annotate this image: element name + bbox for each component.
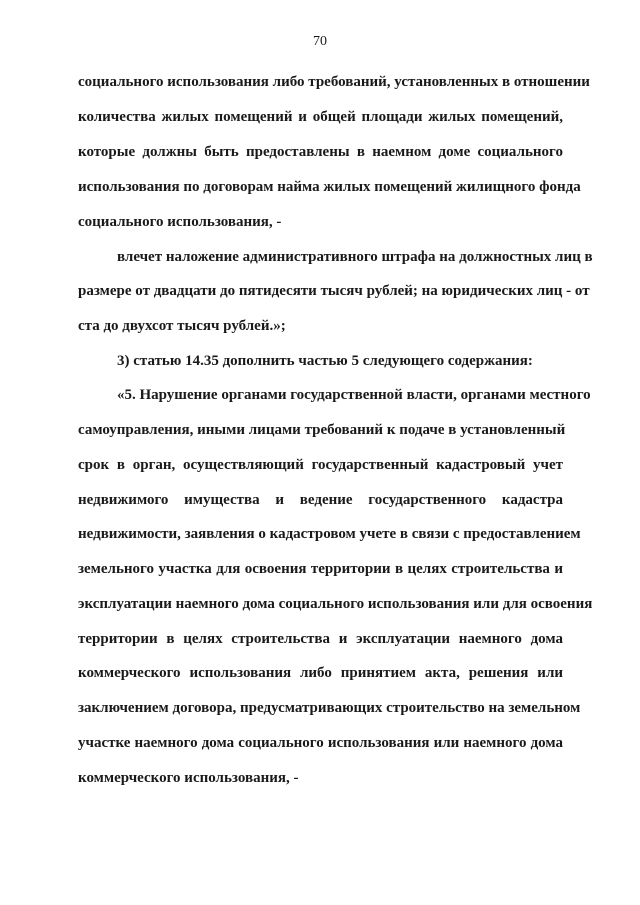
text-line: «5. Нарушение органами государственной власти, органами местного [117, 387, 591, 403]
text-line: 3) статью 14.35 дополнить частью 5 следующего содержания: [117, 353, 533, 369]
text-line: социального использования, - [78, 214, 282, 230]
text-line: самоуправления, иными лицами требований к подаче в установленный [78, 422, 566, 438]
text-line: использования по договорам найма жилых помещений жилищного фонда [78, 179, 581, 195]
text-line: территории в целях строительства и эксплуатации наемного дома [78, 631, 563, 647]
text-line: земельного участка для освоения территории в целях строительства и [78, 561, 563, 577]
text-line: ста до двухсот тысяч рублей.»; [78, 318, 286, 334]
text-line: которые должны быть предоставлены в наемном доме социального [78, 144, 563, 160]
text-line: заключением договора, предусматривающих строительство на земельном [78, 700, 581, 716]
text-line: коммерческого использования либо принятием акта, решения или [78, 665, 563, 681]
text-line: недвижимого имущества и ведение государственного кадастра [78, 492, 563, 508]
text-line: участке наемного дома социального использования или наемного дома [78, 735, 563, 751]
page-number: 70 [313, 34, 327, 49]
text-line: количества жилых помещений и общей площади жилых помещений, [78, 109, 563, 125]
text-line: размере от двадцати до пятидесяти тысяч рублей; на юридических лиц - от [78, 283, 590, 299]
text-line: влечет наложение административного штрафа на должностных лиц в [117, 249, 593, 265]
text-line: эксплуатации наемного дома социального использования или для освоения [78, 596, 593, 612]
text-line: недвижимости, заявления о кадастровом учете в связи с предоставлением [78, 526, 581, 542]
text-line: коммерческого использования, - [78, 770, 299, 786]
text-line: срок в орган, осуществляющий государственный кадастровый учет [78, 457, 563, 473]
text-line: социального использования либо требований, установленных в отношении [78, 74, 590, 90]
